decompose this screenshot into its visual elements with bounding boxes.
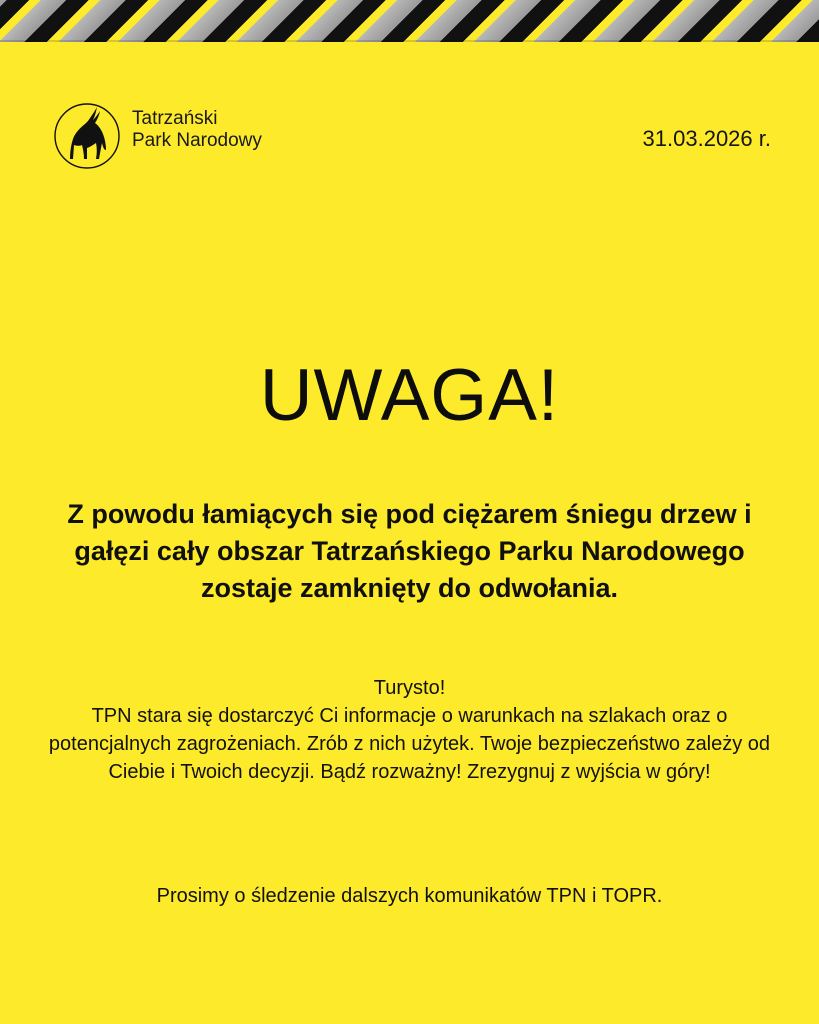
park-name	[132, 108, 262, 152]
tourist-greeting: Turysto!	[373, 677, 446, 699]
notice-date: 31.03.2026 r.	[642, 126, 771, 151]
tourist-safety-text: TPN stara się dostarczyć Ci informacje o warunkach na szlakach oraz o potencjalnych zagrożeniach. Zrób z nich użytek. Twoje bezpieczeństwo zależy od Ciebie i Twoich decyzji. Bądź rozważny! Zrezygnuj z wyjścia w góry!	[48, 705, 771, 783]
park-logo	[53, 101, 303, 171]
tourist-message	[44, 674, 775, 786]
follow-updates-note: Prosimy o śledzenie dalszych komunikatów TPN i TOPR.	[156, 885, 663, 907]
warning-headline: UWAGA!	[259, 354, 560, 436]
closure-announcement: Z powodu łamiących się pod ciężarem śniegu drzew i gałęzi cały obszar Tatrzańskiego Parku Narodowego zostaje zamknięty do odwołania.	[67, 499, 752, 603]
park-name-line-2: Park Narodowy	[132, 130, 262, 151]
chamois-icon	[53, 101, 123, 171]
park-name-line-1: Tatrzański	[132, 108, 218, 129]
hazard-stripe-banner	[0, 0, 819, 42]
